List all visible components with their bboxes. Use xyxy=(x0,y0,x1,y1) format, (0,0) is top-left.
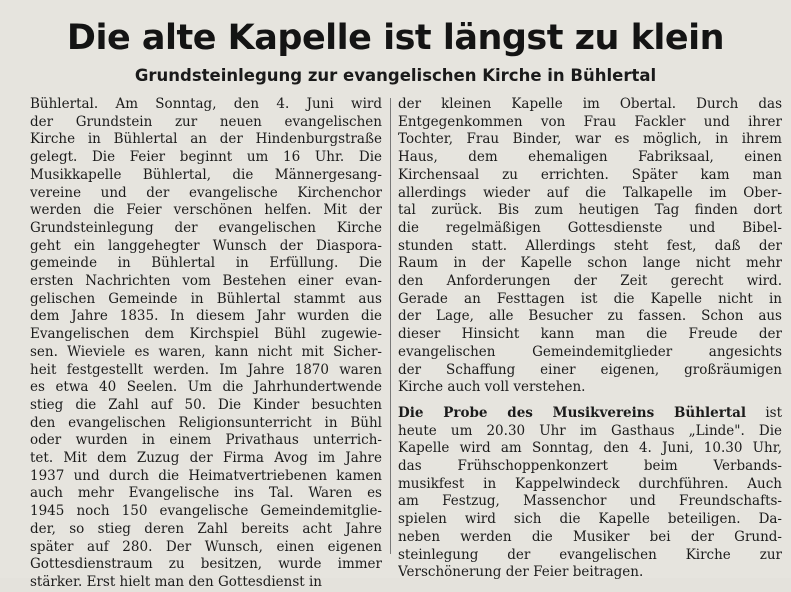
text-line: 1945 noch 150 evangelische Gemeindemitglie- xyxy=(30,503,382,520)
text-line: Kapelle wird am Sonntag, den 4. Juni, 10.30 Uhr, xyxy=(398,440,782,457)
text-line: steinlegung der evangelischen Kirche zur xyxy=(398,546,782,563)
text-line: am Festzug, Massenchor und Freundschafts- xyxy=(398,493,782,510)
text-line: stärker. Erst hielt man den Gottesdienst in xyxy=(30,573,322,590)
text-line: oder wurden in einem Privathaus unterrich- xyxy=(30,432,382,449)
text-line: gelischen Gemeinde in Bühlertal stammt aus xyxy=(30,290,382,307)
text-line: der Lage, alle Besucher zu fassen. Schon aus xyxy=(398,308,782,325)
text-line: heit festgestellt werden. Im Jahre 1870 waren xyxy=(30,361,382,378)
right-column xyxy=(398,96,782,582)
text-line: Bühlertal. Am Sonntag, den 4. Juni wird xyxy=(30,96,382,112)
text-line: werden die Feier verschönen helfen. Mit der xyxy=(30,202,382,219)
text-line: den Anforderungen der Zeit gerecht wird. xyxy=(398,273,782,290)
text-line xyxy=(398,405,782,423)
text-line: stunden statt. Allerdings steht fest, daß der xyxy=(398,237,782,254)
text-line: der kleinen Kapelle im Obertal. Durch das xyxy=(398,96,782,112)
text-line: auch mehr Evangelische ins Tal. Waren es xyxy=(30,485,382,502)
text-line: der, so stieg deren Zahl bereits acht Jahre xyxy=(30,520,382,537)
text-line: dem Jahre 1835. In diesem Jahr wurden die xyxy=(30,308,382,325)
text-line: gelegt. Die Feier beginnt um 16 Uhr. Die xyxy=(30,149,382,166)
text-line: Verschönerung der Feier beitragen. xyxy=(398,564,644,581)
text-line: geht ein langgehegter Wunsch der Diaspora- xyxy=(30,237,382,254)
text-line: stieg die Zahl auf 50. Die Kinder besuchten xyxy=(30,396,382,413)
text-line: Grundsteinlegung der evangelischen Kirche xyxy=(30,219,382,236)
right-column-paragraph-2 xyxy=(398,405,782,582)
text-line: 1937 und durch die Heimatvertriebenen kamen xyxy=(30,467,382,484)
text-line: vereine und der evangelische Kirchenchor xyxy=(30,184,382,201)
text-line: Musikkapelle Bühlertal, die Männergesang- xyxy=(30,166,382,183)
text-line: sen. Wieviele es waren, kann nicht mit Sicher- xyxy=(30,343,382,360)
text-line: das Frühschoppenkonzert beim Verbands- xyxy=(398,458,782,475)
right-column-paragraph-1 xyxy=(398,96,782,397)
column-divider xyxy=(390,98,391,554)
headline: Die alte Kapelle ist längst zu klein xyxy=(66,18,725,58)
text-line: später auf 280. Der Wunsch, einen eigenen xyxy=(30,538,382,555)
text-line: es etwa 40 Seelen. Um die Jahrhundertwende xyxy=(30,379,382,396)
text-line: Kirchensaal zu errichten. Später kam man xyxy=(398,166,782,183)
text-line: der Schaffung einer eigenen, großräumigen xyxy=(398,361,782,378)
text-line: Evangelischen dem Kirchspiel Bühl zugewie- xyxy=(30,326,382,343)
text-line: dieser Hinsicht kann man die Freude der xyxy=(398,326,782,343)
text-line: heute um 20.30 Uhr im Gasthaus „Linde". Die xyxy=(398,422,782,439)
text-line: Kirche in Bühlertal an der Hindenburgstraße xyxy=(30,131,382,148)
left-column xyxy=(30,96,382,592)
music-club-lead: Die Probe des Musikvereins Bühlertal xyxy=(398,404,746,421)
text-line: musikfest in Kappelwindeck durchführen. Auch xyxy=(398,475,782,492)
text-line: Haus, dem ehemaligen Fabriksaal, einen xyxy=(398,149,782,166)
music-club-lead-rest: ist xyxy=(745,404,782,421)
text-line: spielen wird sich die Kapelle beteiligen. Da- xyxy=(398,511,782,528)
text-line: Gottesdienstraum zu besitzen, wurde immer xyxy=(30,556,382,573)
text-line: Kirche auch voll verstehen. xyxy=(398,379,586,396)
text-line: Entgegenkommen von Frau Fackler und ihrer xyxy=(398,113,782,130)
text-line: neben werden die Musiker bei der Grund- xyxy=(398,528,782,545)
subheadline: Grundsteinlegung zur evangelischen Kirche in Bühlertal xyxy=(134,66,657,85)
text-line: tal zurück. Bis zum heutigen Tag finden dort xyxy=(398,202,782,219)
text-line: Raum in der Kapelle schon lange nicht mehr xyxy=(398,255,782,272)
text-line: Gerade an Festtagen ist die Kapelle nicht in xyxy=(398,290,782,307)
text-line: die regelmäßigen Gottesdienste und Bibel- xyxy=(398,219,782,236)
text-line: den evangelischen Religionsunterricht in Bühl xyxy=(30,414,382,431)
text-line: allerdings wieder auf die Talkapelle im Ober- xyxy=(398,184,782,201)
text-line: gemeinde in Bühlertal in Erfüllung. Die xyxy=(30,255,382,272)
text-line: Tochter, Frau Binder, war es möglich, in ihrem xyxy=(398,131,782,148)
text-line: ersten Nachrichten vom Bestehen einer evan- xyxy=(30,273,382,290)
text-line: evangelischen Gemeindemitglieder angesichts xyxy=(398,343,782,360)
text-line: der Grundstein zur neuen evangelischen xyxy=(30,113,382,130)
text-line: tet. Mit dem Zuzug der Firma Avog im Jahre xyxy=(30,450,382,467)
